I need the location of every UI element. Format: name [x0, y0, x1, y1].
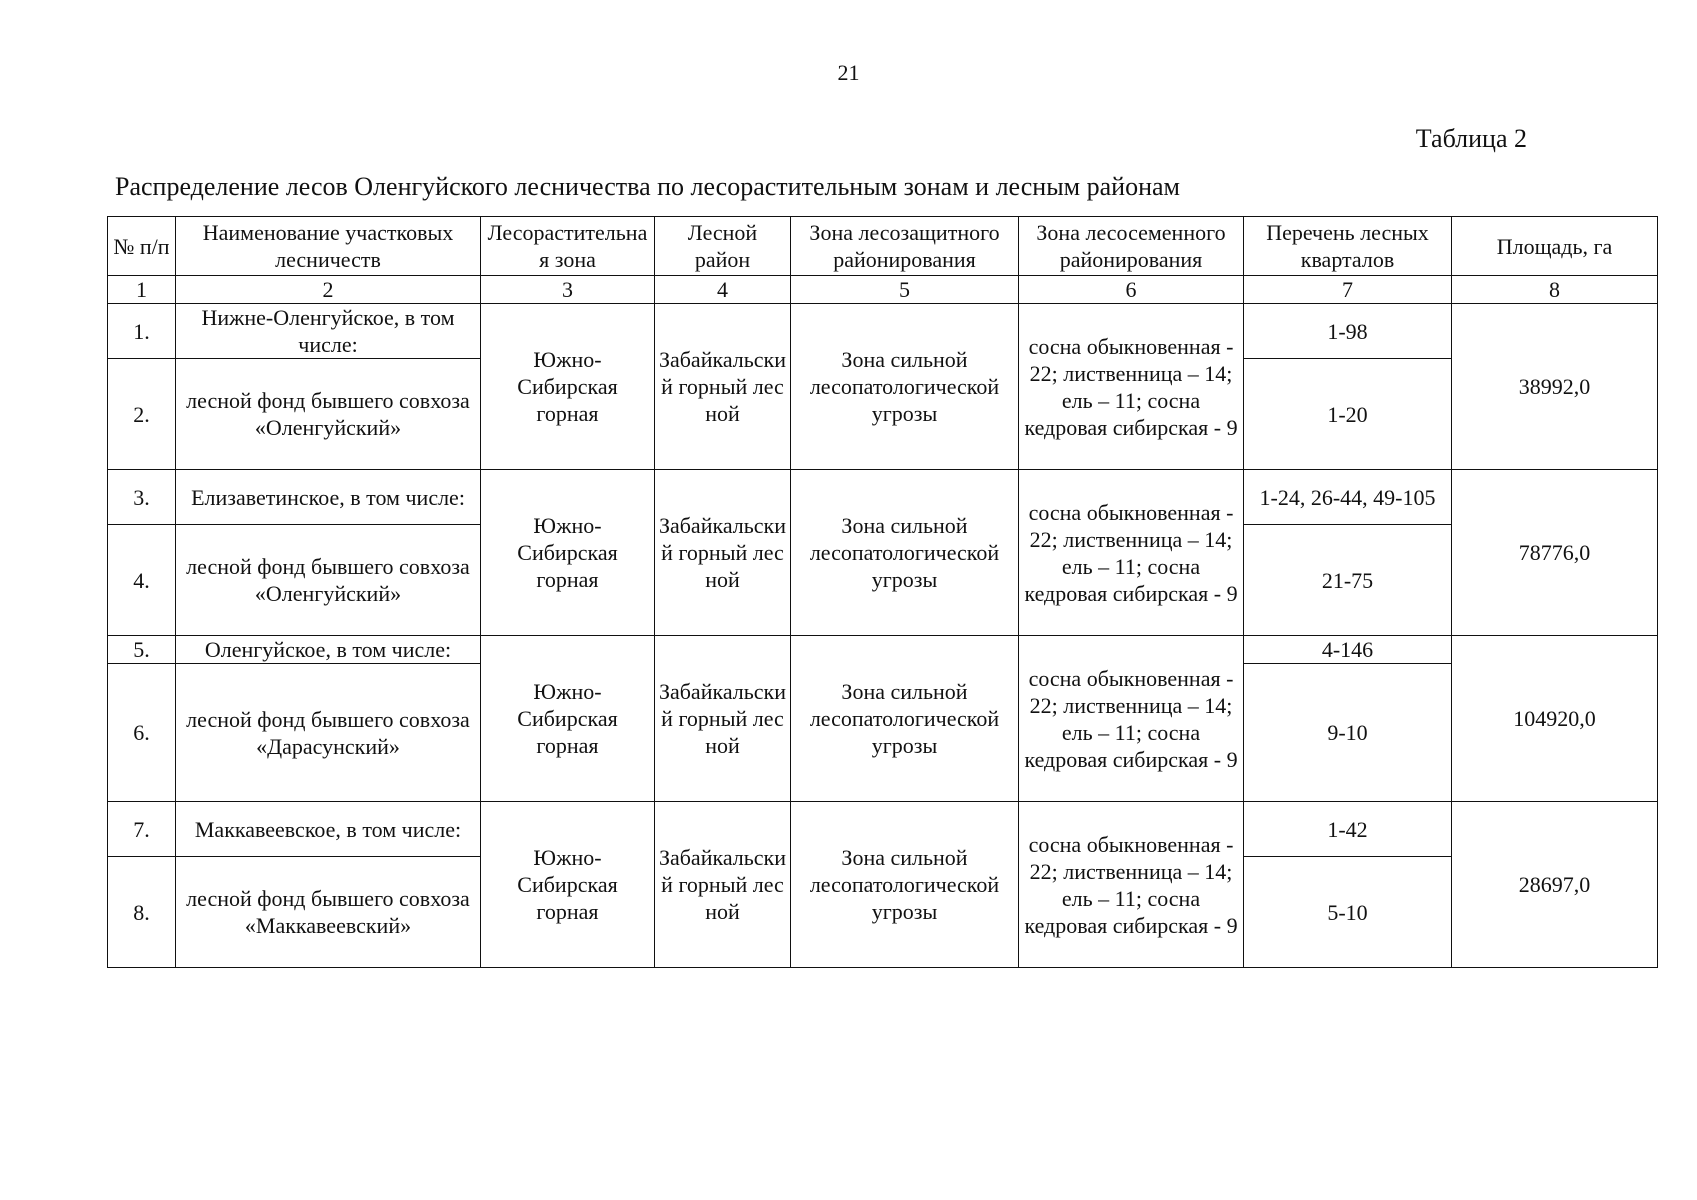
forestry-name: Елизаветинское, в том числе:: [176, 470, 481, 525]
protection-zone: Зона сильной лесопатологической угрозы: [791, 470, 1019, 636]
table-row: [108, 636, 1658, 664]
row-number: 5.: [108, 636, 176, 664]
quarters: 5-10: [1244, 857, 1452, 968]
protection-zone: Зона сильной лесопатологической угрозы: [791, 304, 1019, 470]
forestry-name: лесной фонд бывшего совхоза «Дарасунский»: [176, 664, 481, 802]
header-row: [108, 217, 1658, 276]
quarters: 21-75: [1244, 525, 1452, 636]
quarters: 9-10: [1244, 664, 1452, 802]
protection-zone: Зона сильной лесопатологической угрозы: [791, 636, 1019, 802]
forestry-name: Маккавеевское, в том числе:: [176, 802, 481, 857]
seed-zone: сосна обыкновенная - 22; лиственница – 14; ель – 11; сосна кедровая сибирская - 9: [1019, 304, 1244, 470]
forestry-name: Оленгуйское, в том числе:: [176, 636, 481, 664]
forest-zone: Южно-Сибирская горная: [481, 636, 655, 802]
forestry-name: лесной фонд бывшего совхоза «Оленгуйский»: [176, 359, 481, 470]
table-row: [108, 304, 1658, 359]
table-caption: Распределение лесов Оленгуйского лесничества по лесорастительным зонам и лесным районам: [115, 172, 1180, 201]
area: 78776,0: [1452, 470, 1658, 636]
table-row: [108, 470, 1658, 525]
quarters: 1-24, 26-44, 49-105: [1244, 470, 1452, 525]
area: 38992,0: [1452, 304, 1658, 470]
row-number: 6.: [108, 664, 176, 802]
header-cell: № п/п: [108, 217, 176, 276]
row-number: 8.: [108, 857, 176, 968]
area: 104920,0: [1452, 636, 1658, 802]
table-row: [108, 802, 1658, 857]
row-number: 7.: [108, 802, 176, 857]
column-number: 1: [108, 276, 176, 304]
area: 28697,0: [1452, 802, 1658, 968]
forestry-name: Нижне-Оленгуйское, в том числе:: [176, 304, 481, 359]
header-cell: Наименование участковых лесничеств: [176, 217, 481, 276]
forest-zone: Южно-Сибирская горная: [481, 470, 655, 636]
forest-district: Забайкальский горный лесной: [655, 636, 791, 802]
column-number: 3: [481, 276, 655, 304]
row-number: 4.: [108, 525, 176, 636]
column-number: 8: [1452, 276, 1658, 304]
seed-zone: сосна обыкновенная - 22; лиственница – 14; ель – 11; сосна кедровая сибирская - 9: [1019, 470, 1244, 636]
header-cell: Зона лесозащитного районирования: [791, 217, 1019, 276]
forestry-name: лесной фонд бывшего совхоза «Оленгуйский»: [176, 525, 481, 636]
forestry-name: лесной фонд бывшего совхоза «Маккавеевский»: [176, 857, 481, 968]
table-label: Таблица 2: [1415, 124, 1527, 153]
protection-zone: Зона сильной лесопатологической угрозы: [791, 802, 1019, 968]
forest-distribution-table: [107, 216, 1658, 968]
column-number: 7: [1244, 276, 1452, 304]
column-number: 5: [791, 276, 1019, 304]
page-number: 21: [837, 60, 860, 85]
quarters: 1-20: [1244, 359, 1452, 470]
column-number-row: [108, 276, 1658, 304]
row-number: 2.: [108, 359, 176, 470]
forest-district: Забайкальский горный лесной: [655, 802, 791, 968]
quarters: 1-42: [1244, 802, 1452, 857]
seed-zone: сосна обыкновенная - 22; лиственница – 14; ель – 11; сосна кедровая сибирская - 9: [1019, 636, 1244, 802]
forest-zone: Южно-Сибирская горная: [481, 802, 655, 968]
forest-zone: Южно-Сибирская горная: [481, 304, 655, 470]
column-number: 4: [655, 276, 791, 304]
forest-district: Забайкальский горный лесной: [655, 304, 791, 470]
column-number: 2: [176, 276, 481, 304]
header-cell: Площадь, га: [1452, 217, 1658, 276]
row-number: 1.: [108, 304, 176, 359]
header-cell: Зона лесосеменного районирования: [1019, 217, 1244, 276]
seed-zone: сосна обыкновенная - 22; лиственница – 14; ель – 11; сосна кедровая сибирская - 9: [1019, 802, 1244, 968]
quarters: 1-98: [1244, 304, 1452, 359]
row-number: 3.: [108, 470, 176, 525]
header-cell: Перечень лесных кварталов: [1244, 217, 1452, 276]
quarters: 4-146: [1244, 636, 1452, 664]
header-cell: Лесной район: [655, 217, 791, 276]
column-number: 6: [1019, 276, 1244, 304]
header-cell: Лесорастительная зона: [481, 217, 655, 276]
forest-district: Забайкальский горный лесной: [655, 470, 791, 636]
